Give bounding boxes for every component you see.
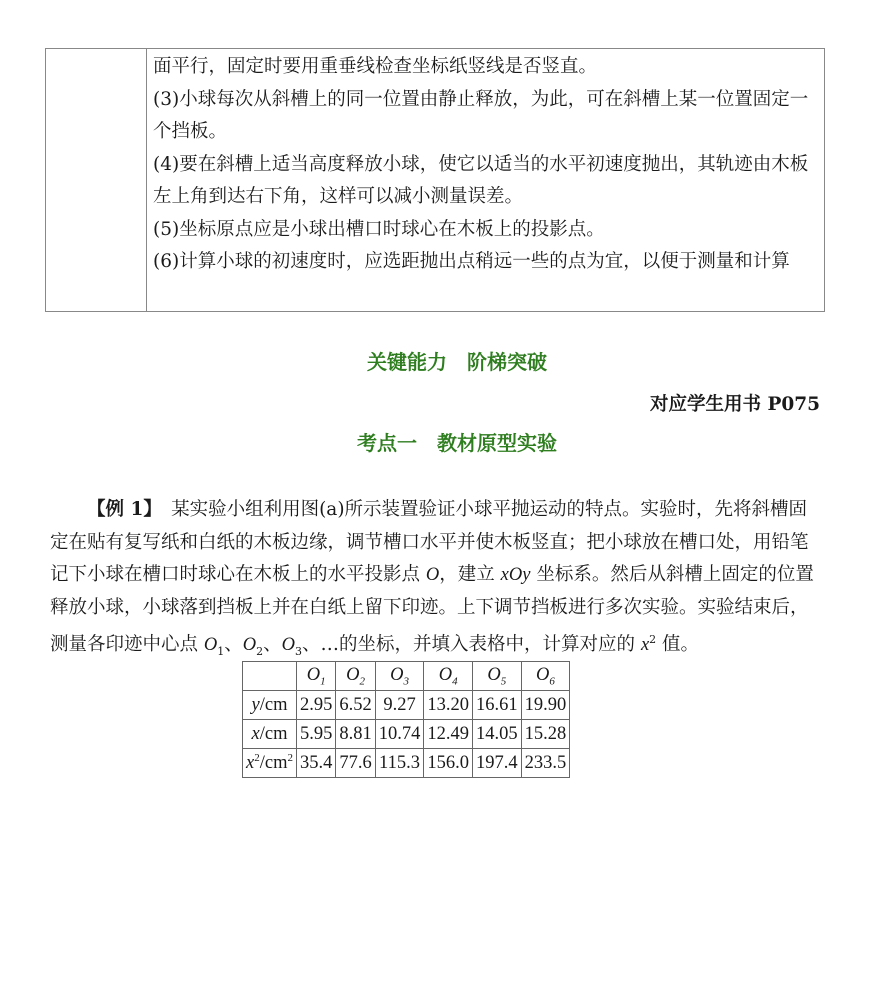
subscript: 1 xyxy=(217,644,225,658)
table-cell: 77.6 xyxy=(336,749,375,778)
book-page-reference: 对应学生用书 P075 xyxy=(650,394,820,415)
table-cell: 5.95 xyxy=(296,720,335,749)
note-line: 面平行，固定时要用重垂线检查坐标纸竖线是否竖直。 xyxy=(153,56,598,77)
table-cell: 156.0 xyxy=(424,749,473,778)
note-line: (4)要在斜槽上适当高度释放小球，使它以适当的水平初速度抛出，其轨迹由木板左上角到达右下角，这样可以减小测量误差。 xyxy=(153,153,809,207)
table-header-cell: $O_5$ xyxy=(472,662,521,691)
table-header-cell: $O_6$ xyxy=(521,662,570,691)
table-header-cell: $O_2$ xyxy=(336,662,375,691)
notes-table-left-cell xyxy=(46,49,147,312)
var-O1: O xyxy=(203,635,218,656)
var-O2: O xyxy=(242,635,257,656)
var-O: O xyxy=(425,565,440,585)
table-cell: 13.20 xyxy=(424,691,473,720)
table-cell: 35.4 xyxy=(296,749,335,778)
notes-table-content-cell xyxy=(147,49,825,312)
table-row xyxy=(243,749,570,778)
var-x: x xyxy=(640,635,650,656)
subsection-title: 考点一 教材原型实验 xyxy=(357,431,557,455)
example-text: 坐标系。然后从斜槽上固定的位置释放小球，小球落到挡板上并在白纸上留下印迹。上下调节挡板进行多次实验。实验结束后，测量各印迹中心点 xyxy=(50,564,814,656)
table-cell: 16.61 xyxy=(472,691,521,720)
notes-table xyxy=(45,48,825,312)
table-cell: 233.5 xyxy=(521,749,570,778)
example-text: 某实验小组利用图(a)所示装置验证小球平抛运动的特点。实验时，先将斜槽固定在贴有复写纸和白纸的木板边缘，调节槽口水平并使木板竖直；把小球放在槽口处，用铅笔记下小球在槽口时球心在木板上的水平投影点 xyxy=(50,499,809,585)
separator: 、 xyxy=(263,634,282,656)
example-text: ，建立 xyxy=(439,564,501,585)
table-cell: 2.95 xyxy=(296,691,335,720)
note-line: (6)计算小球的初速度时，应选距抛出点稍远一些的点为宜，以便于测量和计算 xyxy=(153,251,790,272)
separator: 、 xyxy=(224,634,243,656)
var-O3: O xyxy=(281,635,296,656)
superscript: 2 xyxy=(649,633,657,646)
example-text: 、…的坐标，并填入表格中，计算对应的 xyxy=(302,634,641,656)
table-cell: 6.52 xyxy=(336,691,375,720)
table-cell: 10.74 xyxy=(375,720,424,749)
table-header-cell: $O_3$ xyxy=(375,662,424,691)
section-title: 关键能力 阶梯突破 xyxy=(367,350,547,374)
var-xOy: xOy xyxy=(500,565,531,585)
example-label: 【例 1】 xyxy=(87,499,153,520)
example-paragraph xyxy=(50,494,825,668)
table-cell: 197.4 xyxy=(472,749,521,778)
note-line: (5)坐标原点应是小球出槽口时球心在木板上的投影点。 xyxy=(153,218,605,240)
example-text: 值。 xyxy=(656,634,700,656)
table-cell: 9.27 xyxy=(375,691,424,720)
row-label-cell: x/cm xyxy=(243,720,297,749)
measurement-table xyxy=(242,661,570,778)
table-cell: 12.49 xyxy=(424,720,473,749)
row-label-cell: $x^2/cm^2$ xyxy=(243,749,297,778)
note-line: (3)小球每次从斜槽上的同一位置由静止释放，为此，可在斜槽上某一位置固定一个挡板。 xyxy=(153,88,809,142)
table-cell: 19.90 xyxy=(521,691,570,720)
table-header-cell: $O_4$ xyxy=(424,662,473,691)
table-row xyxy=(243,720,570,749)
table-cell: 15.28 xyxy=(521,720,570,749)
row-label-cell: y/cm xyxy=(243,691,297,720)
table-cell: 8.81 xyxy=(336,720,375,749)
table-cell: 14.05 xyxy=(472,720,521,749)
table-corner-cell xyxy=(243,662,297,691)
table-cell: 115.3 xyxy=(375,749,424,778)
table-header-cell: $O_1$ xyxy=(296,662,335,691)
subscript: 2 xyxy=(256,644,264,658)
table-row xyxy=(243,691,570,720)
subscript: 3 xyxy=(295,644,303,658)
table-header-row xyxy=(243,662,570,691)
